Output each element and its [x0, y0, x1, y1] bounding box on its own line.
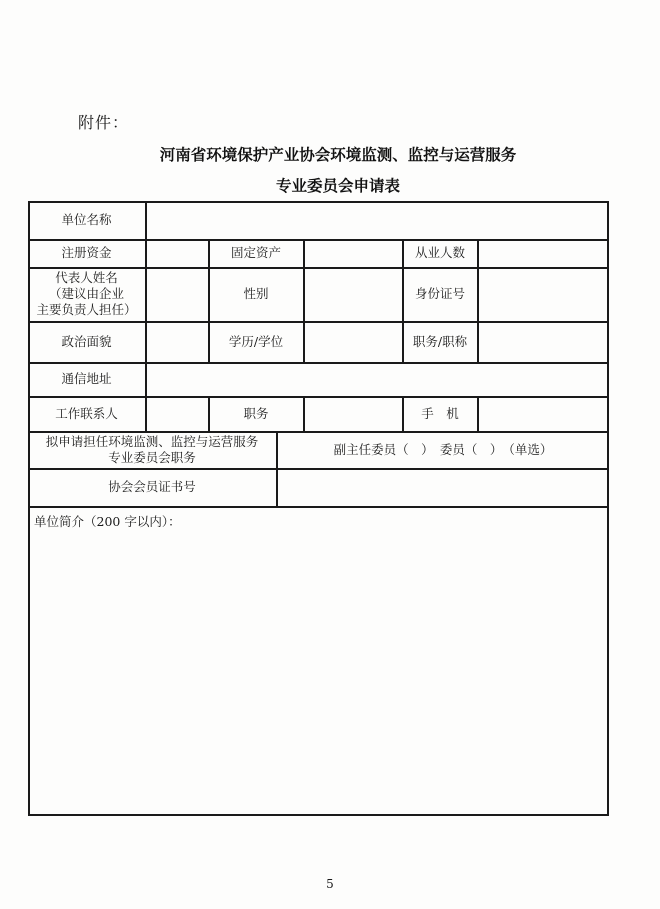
fixed-assets-field[interactable]: [304, 239, 402, 267]
unit-name-label: 单位名称: [61, 212, 112, 227]
apply-position-line2: 专业委员会职务: [108, 449, 196, 465]
position-label: 职务: [243, 405, 269, 421]
attachment-label: 附件：: [78, 113, 130, 132]
gender-field[interactable]: [304, 267, 402, 321]
education-label: 学历/学位: [228, 333, 284, 349]
representative-label-line1: 代表人姓名: [55, 270, 118, 285]
form-title-line1: 河南省环境保护产业协会环境监测、监控与运营服务: [159, 146, 517, 164]
fixed-assets-label: 固定资产: [230, 245, 281, 260]
apply-position-label: [28, 431, 276, 468]
unit-intro-field[interactable]: [30, 531, 607, 813]
row-divider: [28, 506, 609, 508]
representative-label: [28, 267, 145, 321]
mobile-field[interactable]: [478, 396, 609, 431]
id-number-field[interactable]: [478, 267, 609, 321]
political-status-label: 政治面貌: [61, 333, 112, 349]
contact-person-field[interactable]: [146, 396, 208, 431]
address-label: 通信地址: [61, 371, 112, 386]
id-number-label: 身份证号: [414, 286, 465, 301]
education-field[interactable]: [304, 321, 402, 362]
mobile-label: 手 机: [421, 405, 459, 421]
position-field[interactable]: [304, 396, 402, 431]
form-title-line2: 专业委员会申请表: [275, 177, 400, 195]
unit-name-field[interactable]: [146, 201, 609, 239]
page-number: 5: [326, 877, 334, 891]
employees-label: 从业人数: [414, 245, 465, 260]
representative-label-line2: （建议由企业: [48, 286, 124, 301]
application-form: [28, 201, 609, 816]
representative-field[interactable]: [146, 267, 208, 321]
member-cert-field[interactable]: [277, 468, 609, 506]
contact-person-label: 工作联系人: [55, 405, 118, 421]
apply-position-line1: 拟申请担任环境监测、监控与运营服务: [45, 433, 259, 449]
position-title-label: 职务/职称: [412, 333, 468, 349]
apply-position-options[interactable]: 副主任委员（ ） 委员（ ） （单选）: [333, 441, 553, 457]
representative-label-line3: 主要负责人担任）: [36, 302, 137, 317]
member-cert-label: 协会会员证书号: [108, 479, 196, 494]
unit-intro-label: 单位简介（200 字以内）：: [34, 514, 181, 529]
employees-field[interactable]: [478, 239, 609, 267]
registered-capital-label: 注册资金: [61, 245, 112, 260]
registered-capital-field[interactable]: [146, 239, 208, 267]
position-title-field[interactable]: [478, 321, 609, 362]
political-status-field[interactable]: [146, 321, 208, 362]
gender-label: 性别: [243, 286, 269, 301]
address-field[interactable]: [146, 362, 609, 396]
